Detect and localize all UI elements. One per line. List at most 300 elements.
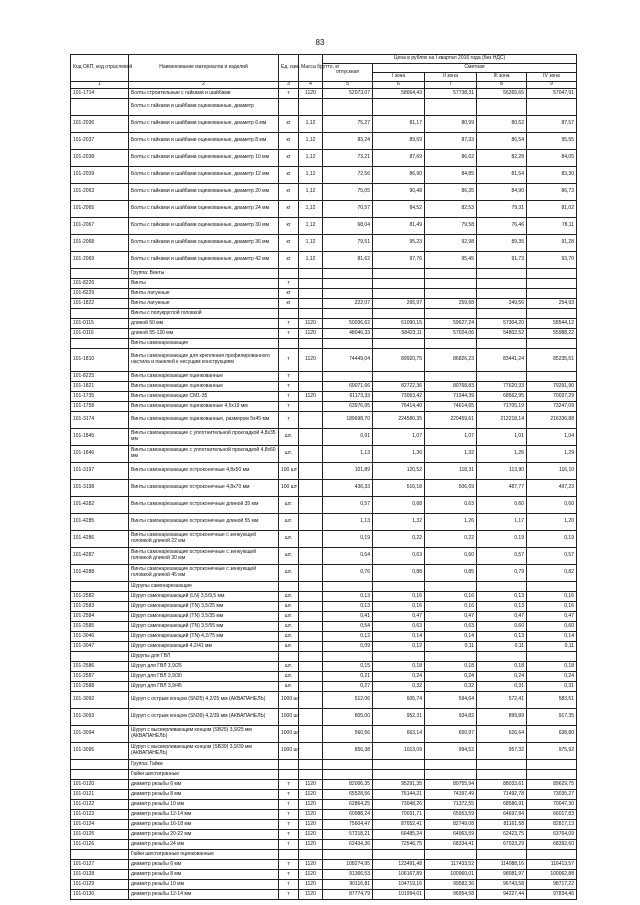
- code-cell: 101-2063: [71, 184, 129, 201]
- price-zone-3-cell: 62423,75: [477, 830, 527, 840]
- name-cell: Шуруп для ГВЛ 3,9/30: [129, 672, 279, 682]
- price-zone-1-cell: [373, 289, 425, 299]
- price-zone-3-cell: 0,24: [477, 672, 527, 682]
- price-zone-3-cell: 80,52: [477, 116, 527, 133]
- mass-cell: 1120: [299, 860, 323, 870]
- price-zone-3-cell: 56265,65: [477, 89, 527, 99]
- price-zone-1-cell: 89,69: [373, 133, 425, 150]
- price-zone-1-cell: 0,22: [373, 531, 425, 548]
- price-zone-3-cell: 88033,61: [477, 780, 527, 790]
- price-zone-1-cell: 95,23: [373, 235, 425, 252]
- unit-cell: т: [279, 780, 299, 790]
- col-number: 5: [323, 82, 373, 89]
- table-row: [71, 709, 577, 726]
- price-zone-4-cell: 78,11: [527, 218, 577, 235]
- table-row: [71, 830, 577, 840]
- table-row: [71, 201, 577, 218]
- price-zone-2-cell: 650,97: [425, 726, 477, 743]
- mass-cell: 1120: [299, 810, 323, 820]
- table-row: [71, 402, 577, 412]
- code-cell: 101-8226: [71, 279, 129, 289]
- price-zone-3-cell: 54802,52: [477, 329, 527, 339]
- unit-cell: т: [279, 392, 299, 402]
- code-cell: [71, 850, 129, 860]
- price-zone-4-cell: 1,20: [527, 514, 577, 531]
- price-zone-1-cell: [373, 652, 425, 662]
- table-row: [71, 890, 577, 900]
- table-row: [71, 349, 577, 372]
- code-cell: 101-2585: [71, 622, 129, 632]
- price-zone-3-cell: 1,01: [477, 429, 527, 446]
- price-zone-2-cell: 0,14: [425, 632, 477, 642]
- unit-cell: т: [279, 790, 299, 800]
- price-zone-2-cell: 0,60: [425, 548, 477, 565]
- price-otpusk-cell: 63976,95: [323, 402, 373, 412]
- code-cell: 101-1735: [71, 392, 129, 402]
- price-zone-2-cell: 87,33: [425, 133, 477, 150]
- header-smetnaya: Сметная: [373, 64, 577, 73]
- table-row: [71, 850, 577, 860]
- price-zone-1-cell: 97,76: [373, 252, 425, 269]
- price-otpusk-cell: [323, 279, 373, 289]
- price-zone-2-cell: 0,16: [425, 592, 477, 602]
- name-cell: Винты самонарезающие для крепления профилированного настила и панелей к несущим конструкциям: [129, 349, 279, 372]
- mass-cell: 1120: [299, 89, 323, 99]
- name-cell: диаметр резьбы 16-18 мм: [129, 820, 279, 830]
- price-zone-1-cell: 605,74: [373, 692, 425, 709]
- price-zone-1-cell: 101994,01: [373, 890, 425, 900]
- price-zone-4-cell: [527, 309, 577, 319]
- price-zone-4-cell: 89629,75: [527, 780, 577, 790]
- mass-cell: 1120: [299, 349, 323, 372]
- mass-cell: 1120: [299, 890, 323, 900]
- code-cell: [71, 652, 129, 662]
- price-zone-4-cell: 638,80: [527, 726, 577, 743]
- price-zone-1-cell: 0,18: [373, 662, 425, 672]
- price-zone-3-cell: 94227,44: [477, 890, 527, 900]
- price-otpusk-cell: [323, 99, 373, 116]
- price-zone-1-cell: [373, 582, 425, 592]
- unit-cell: т: [279, 402, 299, 412]
- mass-cell: [299, 548, 323, 565]
- price-zone-3-cell: 67023,29: [477, 840, 527, 850]
- name-cell: диаметр резьбы 6 мм: [129, 780, 279, 790]
- unit-cell: [279, 99, 299, 116]
- price-zone-3-cell: 0,47: [477, 612, 527, 622]
- price-otpusk-cell: 101,89: [323, 463, 373, 480]
- code-cell: 101-1821: [71, 382, 129, 392]
- price-otpusk-cell: [323, 339, 373, 349]
- price-zone-1-cell: 224580,35: [373, 412, 425, 429]
- price-zone-1-cell: 0,63: [373, 622, 425, 632]
- code-cell: 101-4285: [71, 514, 129, 531]
- table-row: [71, 652, 577, 662]
- name-cell: Болты с гайками и шайбами оцинкованные, диаметр: [129, 99, 279, 116]
- mass-cell: [299, 642, 323, 652]
- code-cell: 101-3047: [71, 642, 129, 652]
- name-cell: Группа: Винты: [129, 269, 279, 279]
- mass-cell: 1120: [299, 880, 323, 890]
- price-otpusk-cell: 82006,35: [323, 780, 373, 790]
- name-cell: Шуруп с высверливающим концом (SB39) 3,9/39 мм (АКВАПАНЕЛЬ): [129, 743, 279, 760]
- price-zone-2-cell: 117433,52: [425, 860, 477, 870]
- name-cell: Шуруп с острым концом (SN39) 4,2/39 мм (АКВАПАНЕЛЬ): [129, 709, 279, 726]
- price-zone-4-cell: 0,18: [527, 662, 577, 672]
- table-row: [71, 565, 577, 582]
- name-cell: Винты с полукруглой головкой: [129, 309, 279, 319]
- name-cell: Винты самонарезающие остроконечные с зенкующей головкой длиной 45 мм: [129, 565, 279, 582]
- mass-cell: 1120: [299, 329, 323, 339]
- price-zone-4-cell: 0,31: [527, 682, 577, 692]
- col-number: 2: [129, 82, 279, 89]
- mass-cell: [299, 531, 323, 548]
- price-zone-2-cell: 84,85: [425, 167, 477, 184]
- price-zone-3-cell: 572,41: [477, 692, 527, 709]
- price-otpusk-cell: 0,91: [323, 429, 373, 446]
- code-cell: 101-4286: [71, 531, 129, 548]
- table-row: [71, 632, 577, 642]
- table-row: [71, 592, 577, 602]
- mass-cell: [299, 480, 323, 497]
- mass-cell: 1120: [299, 780, 323, 790]
- code-cell: 101-4282: [71, 497, 129, 514]
- price-otpusk-cell: [323, 269, 373, 279]
- price-zone-3-cell: [477, 770, 527, 780]
- table-row: [71, 582, 577, 592]
- price-zone-3-cell: [477, 372, 527, 382]
- price-zone-2-cell: 92,98: [425, 235, 477, 252]
- price-otpusk-cell: 189698,70: [323, 412, 373, 429]
- price-zone-1-cell: 72546,75: [373, 840, 425, 850]
- table-row: [71, 548, 577, 565]
- price-zone-1-cell: 0,63: [373, 548, 425, 565]
- code-cell: 101-2065: [71, 201, 129, 218]
- price-zone-3-cell: 84,90: [477, 184, 527, 201]
- price-zone-4-cell: 84,05: [527, 150, 577, 167]
- price-zone-3-cell: 64697,84: [477, 810, 527, 820]
- mass-cell: [299, 726, 323, 743]
- column-numbers: [71, 82, 577, 89]
- price-zone-2-cell: 96954,58: [425, 890, 477, 900]
- unit-cell: кг: [279, 150, 299, 167]
- price-otpusk-cell: 83,24: [323, 133, 373, 150]
- code-cell: 101-3046: [71, 632, 129, 642]
- price-zone-1-cell: 106167,89: [373, 870, 425, 880]
- name-cell: Шуруп самонарезающий (TN) 3,5/35 мм: [129, 612, 279, 622]
- price-zone-3-cell: 71492,78: [477, 790, 527, 800]
- table-row: [71, 218, 577, 235]
- price-otpusk-cell: 79,51: [323, 235, 373, 252]
- price-zone-4-cell: 95,55: [527, 133, 577, 150]
- mass-cell: [299, 770, 323, 780]
- price-zone-4-cell: [527, 760, 577, 770]
- unit-cell: [279, 850, 299, 860]
- price-zone-1-cell: [373, 339, 425, 349]
- table-row: [71, 429, 577, 446]
- price-otpusk-cell: 560,56: [323, 726, 373, 743]
- price-zone-4-cell: 97834,46: [527, 890, 577, 900]
- price-zone-3-cell: 0,60: [477, 497, 527, 514]
- page-number: 83: [315, 38, 325, 47]
- price-zone-2-cell: 71372,55: [425, 800, 477, 810]
- price-zone-4-cell: [527, 279, 577, 289]
- unit-cell: кг: [279, 167, 299, 184]
- price-zone-1-cell: 66485,24: [373, 830, 425, 840]
- header-mass: Масса брутто, кг: [299, 55, 323, 82]
- name-cell: Шурупы для ГВЛ: [129, 652, 279, 662]
- price-zone-2-cell: [425, 582, 477, 592]
- mass-cell: [299, 497, 323, 514]
- unit-cell: т: [279, 820, 299, 830]
- unit-cell: [279, 269, 299, 279]
- mass-cell: 1120: [299, 820, 323, 830]
- table-row: [71, 514, 577, 531]
- price-zone-3-cell: 0,13: [477, 632, 527, 642]
- price-zone-1-cell: 952,31: [373, 709, 425, 726]
- code-cell: 101-0122: [71, 800, 129, 810]
- price-zone-3-cell: 76,46: [477, 218, 527, 235]
- price-zone-3-cell: 212218,14: [477, 412, 527, 429]
- price-otpusk-cell: 0,13: [323, 592, 373, 602]
- price-zone-4-cell: 85235,51: [527, 349, 577, 372]
- mass-cell: [299, 412, 323, 429]
- unit-cell: т: [279, 810, 299, 820]
- price-otpusk-cell: 57218,21: [323, 830, 373, 840]
- price-otpusk-cell: 0,13: [323, 602, 373, 612]
- code-cell: 101-2586: [71, 662, 129, 672]
- price-zone-1-cell: 58423,11: [373, 329, 425, 339]
- name-cell: Болты с гайками и шайбами оцинкованные, диаметр 30 мм: [129, 218, 279, 235]
- mass-cell: [299, 622, 323, 632]
- unit-cell: т: [279, 372, 299, 382]
- price-otpusk-cell: 0,76: [323, 565, 373, 582]
- price-otpusk-cell: 65528,56: [323, 790, 373, 800]
- price-zone-1-cell: 58664,43: [373, 89, 425, 99]
- price-zone-2-cell: 0,22: [425, 531, 477, 548]
- price-zone-1-cell: 104719,16: [373, 880, 425, 890]
- table-row: [71, 531, 577, 548]
- unit-cell: шт.: [279, 446, 299, 463]
- name-cell: диаметр резьбы 24 мм: [129, 840, 279, 850]
- price-zone-3-cell: [477, 652, 527, 662]
- table-row: [71, 446, 577, 463]
- mass-cell: 1,12: [299, 252, 323, 269]
- unit-cell: т: [279, 89, 299, 99]
- price-zone-4-cell: 0,16: [527, 592, 577, 602]
- unit-cell: шт.: [279, 514, 299, 531]
- unit-cell: 1000 шт: [279, 743, 299, 760]
- price-otpusk-cell: 0,09: [323, 642, 373, 652]
- price-zone-3-cell: 57304,20: [477, 319, 527, 329]
- table-row: [71, 299, 577, 309]
- table-row: [71, 235, 577, 252]
- price-zone-4-cell: 81,02: [527, 201, 577, 218]
- price-zone-3-cell: 0,60: [477, 622, 527, 632]
- code-cell: 101-3093: [71, 709, 129, 726]
- unit-cell: [279, 582, 299, 592]
- price-otpusk-cell: 73,21: [323, 150, 373, 167]
- price-zone-1-cell: 516,18: [373, 480, 425, 497]
- price-zone-1-cell: 123491,48: [373, 860, 425, 870]
- code-cell: 101-2068: [71, 235, 129, 252]
- price-zone-4-cell: 497,23: [527, 480, 577, 497]
- table-row: [71, 642, 577, 652]
- mass-cell: [299, 339, 323, 349]
- price-zone-2-cell: 0,32: [425, 682, 477, 692]
- price-zone-3-cell: 82,28: [477, 150, 527, 167]
- code-cell: 101-4288: [71, 565, 129, 582]
- name-cell: диаметр резьбы 10 мм: [129, 880, 279, 890]
- price-zone-3-cell: 68586,91: [477, 800, 527, 810]
- price-zone-3-cell: [477, 279, 527, 289]
- price-zone-1-cell: 1,07: [373, 429, 425, 446]
- price-zone-4-cell: 216336,88: [527, 412, 577, 429]
- price-zone-2-cell: 95,45: [425, 252, 477, 269]
- price-otpusk-cell: 62864,25: [323, 800, 373, 810]
- code-cell: [71, 339, 129, 349]
- mass-cell: [299, 652, 323, 662]
- unit-cell: т: [279, 890, 299, 900]
- code-cell: 101-1758: [71, 402, 129, 412]
- price-zone-2-cell: 0,16: [425, 602, 477, 612]
- name-cell: Группа: Гайки: [129, 760, 279, 770]
- name-cell: Болты с гайками и шайбами оцинкованные, диаметр 36 мм: [129, 235, 279, 252]
- price-zone-1-cell: 82722,36: [373, 382, 425, 392]
- mass-cell: [299, 99, 323, 116]
- table-header: [71, 55, 577, 89]
- price-zone-2-cell: 0,18: [425, 662, 477, 672]
- price-zone-3-cell: 83441,24: [477, 349, 527, 372]
- code-cell: 101-1810: [71, 349, 129, 372]
- price-zone-2-cell: 220459,61: [425, 412, 477, 429]
- price-otpusk-cell: [323, 582, 373, 592]
- mass-cell: [299, 662, 323, 672]
- code-cell: 101-3197: [71, 463, 129, 480]
- header-zone-1: I зона: [373, 73, 425, 82]
- mass-cell: [299, 514, 323, 531]
- price-zone-4-cell: [527, 99, 577, 116]
- table-row: [71, 770, 577, 780]
- price-otpusk-cell: 50036,62: [323, 319, 373, 329]
- price-zone-1-cell: 0,47: [373, 612, 425, 622]
- price-zone-1-cell: [373, 269, 425, 279]
- price-zone-1-cell: 0,32: [373, 682, 425, 692]
- price-zone-3-cell: 81,54: [477, 167, 527, 184]
- code-cell: 101-2039: [71, 167, 129, 184]
- mass-cell: [299, 289, 323, 299]
- price-zone-1-cell: 87,69: [373, 150, 425, 167]
- code-cell: 101-3198: [71, 480, 129, 497]
- unit-cell: кг: [279, 184, 299, 201]
- mass-cell: 1,12: [299, 235, 323, 252]
- price-zone-4-cell: 58544,12: [527, 319, 577, 329]
- mass-cell: [299, 372, 323, 382]
- price-zone-4-cell: [527, 850, 577, 860]
- mass-cell: [299, 592, 323, 602]
- price-otpusk-cell: 61173,33: [323, 392, 373, 402]
- price-zone-2-cell: 86,62: [425, 150, 477, 167]
- price-zone-3-cell: 1,26: [477, 446, 527, 463]
- price-zone-2-cell: 80768,83: [425, 382, 477, 392]
- price-zone-4-cell: [527, 582, 577, 592]
- price-zone-4-cell: 0,60: [527, 497, 577, 514]
- price-otpusk-cell: 70,57: [323, 201, 373, 218]
- name-cell: Шурупы самонарезающие: [129, 582, 279, 592]
- price-zone-1-cell: 73048,26: [373, 800, 425, 810]
- unit-cell: шт.: [279, 662, 299, 672]
- mass-cell: [299, 402, 323, 412]
- price-otpusk-cell: 1,13: [323, 446, 373, 463]
- unit-cell: 100 шт: [279, 463, 299, 480]
- price-zone-1-cell: 76144,21: [373, 790, 425, 800]
- col-number: 8: [477, 82, 527, 89]
- mass-cell: 1,12: [299, 218, 323, 235]
- price-zone-4-cell: [527, 269, 577, 279]
- price-otpusk-cell: 805,00: [323, 709, 373, 726]
- price-zone-2-cell: 1,26: [425, 514, 477, 531]
- price-zone-2-cell: 79,58: [425, 218, 477, 235]
- unit-cell: шт.: [279, 429, 299, 446]
- price-otpusk-cell: 0,41: [323, 612, 373, 622]
- price-zone-1-cell: 0,88: [373, 565, 425, 582]
- price-zone-2-cell: [425, 850, 477, 860]
- code-cell: [71, 269, 129, 279]
- price-zone-2-cell: 0,63: [425, 622, 477, 632]
- mass-cell: [299, 279, 323, 289]
- price-zone-3-cell: 626,64: [477, 726, 527, 743]
- price-otpusk-cell: 75,27: [323, 116, 373, 133]
- price-otpusk-cell: 222,07: [323, 299, 373, 309]
- price-zone-3-cell: 0,79: [477, 565, 527, 582]
- price-zone-2-cell: [425, 760, 477, 770]
- price-zone-3-cell: 1,17: [477, 514, 527, 531]
- price-otpusk-cell: 0,54: [323, 622, 373, 632]
- price-otpusk-cell: 436,33: [323, 480, 373, 497]
- table-row: [71, 743, 577, 760]
- price-zone-3-cell: [477, 582, 527, 592]
- price-zone-2-cell: [425, 652, 477, 662]
- price-zone-2-cell: 0,85: [425, 565, 477, 582]
- name-cell: диаметр резьбы 8 мм: [129, 790, 279, 800]
- mass-cell: [299, 682, 323, 692]
- unit-cell: шт.: [279, 642, 299, 652]
- price-zone-1-cell: 1,36: [373, 446, 425, 463]
- code-cell: 101-3092: [71, 692, 129, 709]
- price-zone-1-cell: 84,52: [373, 201, 425, 218]
- price-zone-2-cell: 80,99: [425, 116, 477, 133]
- unit-cell: кг: [279, 299, 299, 309]
- name-cell: Болты строительные с гайками и шайбами: [129, 89, 279, 99]
- price-zone-4-cell: 73247,09: [527, 402, 577, 412]
- code-cell: 101-2037: [71, 133, 129, 150]
- price-zone-2-cell: 259,68: [425, 299, 477, 309]
- price-otpusk-cell: [323, 770, 373, 780]
- table-row: [71, 880, 577, 890]
- table-row: [71, 279, 577, 289]
- price-zone-4-cell: 98717,22: [527, 880, 577, 890]
- unit-cell: шт.: [279, 622, 299, 632]
- price-zone-1-cell: [373, 770, 425, 780]
- header-price-group: Цена в рублях на I квартал 2016 года (без НДС): [323, 55, 577, 64]
- table-row: [71, 167, 577, 184]
- price-zone-4-cell: 0,60: [527, 622, 577, 632]
- price-zone-2-cell: 506,69: [425, 480, 477, 497]
- mass-cell: [299, 309, 323, 319]
- col-number: 1: [71, 82, 129, 89]
- price-zone-4-cell: 57047,91: [527, 89, 577, 99]
- name-cell: Винты самонарезающие оцинкованные 4,5х19 мм: [129, 402, 279, 412]
- unit-cell: т: [279, 800, 299, 810]
